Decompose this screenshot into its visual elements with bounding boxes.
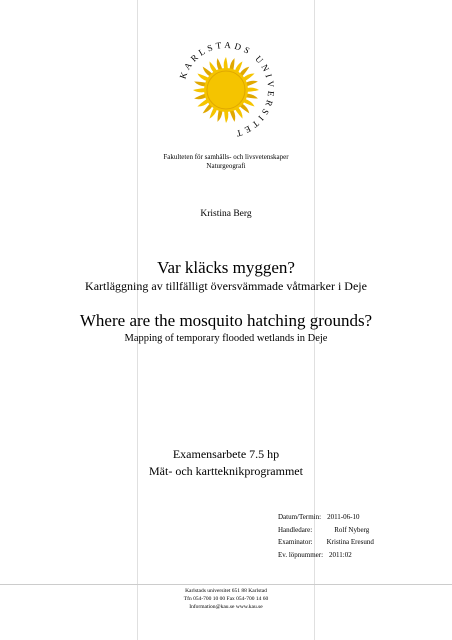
meta-row-supervisor [278, 524, 374, 537]
department-name: Naturgeografi [206, 162, 246, 170]
faculty-block [0, 153, 452, 171]
sun-icon [204, 68, 248, 112]
footer-address: Karlstads universitet 651 88 Karlstad [185, 588, 267, 594]
meta-value: 2011-06-10 [327, 513, 360, 521]
meta-value: Kristina Eresund [326, 538, 374, 546]
title-english: Where are the mosquito hatching grounds? [79, 311, 373, 330]
thesis-type: Examensarbete 7.5 hp [172, 447, 280, 461]
subtitle-english: Mapping of temporary flooded wetlands in Deje [124, 333, 328, 344]
seal-ring-text: KARLSTADS UNIVERSITET [177, 39, 277, 140]
subtitle-swedish: Kartläggning av tillfälligt översvämmade våtmarker i Deje [85, 279, 367, 293]
faculty-name: Fakulteten för samhälls- och livsvetenskaper [163, 153, 289, 161]
meta-key: Examinator: [278, 538, 313, 546]
sun-ray [247, 88, 259, 92]
sun-ray [224, 111, 228, 123]
metadata-block [278, 511, 374, 561]
meta-row-serial [278, 549, 374, 562]
meta-value: 2011:02 [329, 550, 352, 559]
address-footer [0, 584, 452, 611]
meta-key: Ev. löpnummer: [278, 550, 324, 559]
university-seal-logo [174, 38, 278, 142]
footer-phone: Tfn 054-700 10 00 Fax 054-700 14 60 [183, 596, 269, 602]
meta-key: Handledare: [278, 525, 313, 534]
sun-ray [224, 57, 228, 69]
author-name: Kristina Berg [200, 209, 252, 219]
program-name: Mät- och kartteknikprogrammet [149, 464, 303, 478]
meta-value: Rolf Nyberg [334, 525, 370, 534]
meta-key: Datum/Termin: [278, 513, 322, 521]
meta-row-examiner [278, 536, 374, 549]
meta-row-date [278, 511, 374, 524]
title-swedish: Var kläcks myggen? [157, 258, 295, 277]
footer-web: Information@kau.se www.kau.se [189, 604, 263, 610]
sun-ray [193, 88, 205, 92]
